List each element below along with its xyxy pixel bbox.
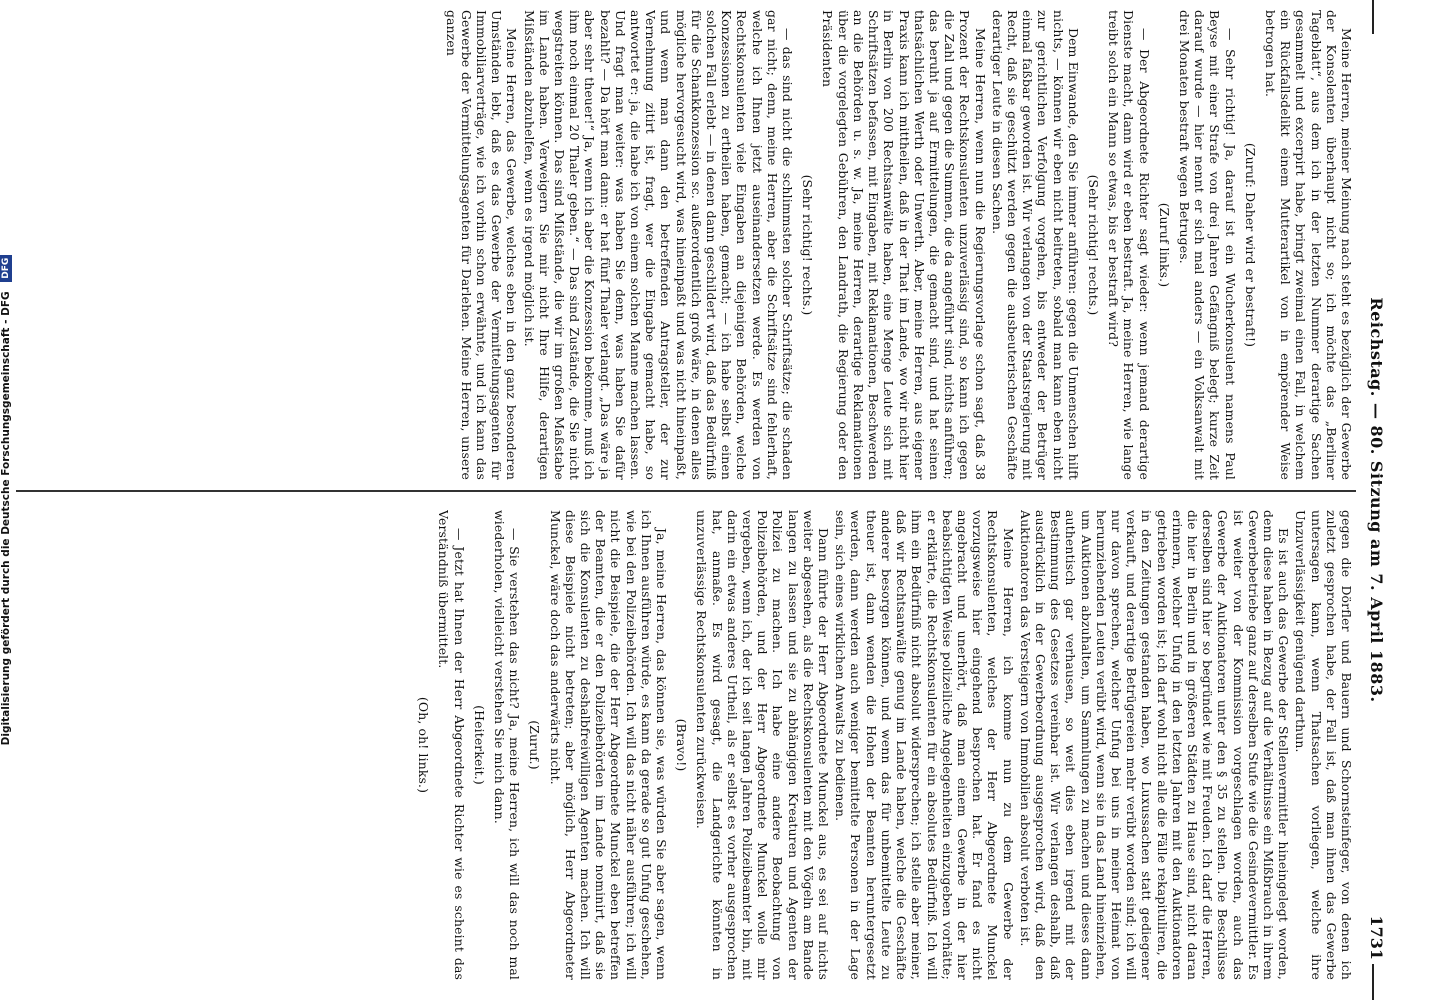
stage-direction: (Sehr richtig! rechts.) — [800, 174, 816, 316]
stage-direction: (Bravo!) — [674, 718, 690, 772]
page-title: Reichstag. — 80. Sitzung am 7. April 1883. — [1367, 297, 1386, 703]
stage-direction: (Oh, oh! links.) — [416, 696, 432, 794]
right-column — [14, 510, 1354, 980]
paragraph: — Der Abgeordnete Richter sagt wieder: wenn jemand derartige Dienste macht, dann wird er eben bestraft. Ja, meine Herren, wie lange treibt solch ein Mann so etwas, bis er bestraft wird? — [1106, 10, 1152, 480]
page-number: 1731 — [1367, 915, 1386, 960]
header-rule-right — [1372, 964, 1374, 1000]
paragraph: Meine Herren, ich komme nun zu dem Gewerbe der Rechtskonsulenten, welches der Herr Abgeordnete Munckel vorzugsweise hier eingehend besprochen hat. Er fand es nicht angebracht und unerhört, daß man einem Gewerbe in der hier beabsichtigten Weise polizeiliche Angelegenheiten einzugeben vorhätte; er erklärte, die Rechtskonsulenten für ein absolutes Bedürfniß. Ich will ihm ein Bedürfniß nicht absolut widersprechen; ich stelle aber meiner, daß wir Rechtsanwälte genug im Lande haben, welche die Geschäfte anderer besorgen können, und wenn das für unbemittelte Leute zu theuer ist, dann wenden die Hohen der Beamten heruntergesetzt werden, dann werden auch weniger bemittelte Personen in der Lage sein, sich eines wirklichen Anwalts zu bedienen. — [833, 510, 1016, 980]
stage-direction: (Zuruf.) — [527, 720, 543, 770]
paragraph: Meine Herren, meiner Meinung nach steht es bezüglich der Gewerbe der Konsolenten überhaupt nicht so; ich möchte das „Berliner Tageblatt“, aus dem ich in der letzten Nummer derartige Sachen gesammelt und excerpirt habe, bringt zweimal einen Fall, in welchem ein Rückfallsdelikt einem Mutterartikel von in empörender Weise betrogen hat. — [1262, 10, 1354, 480]
paragraph: Meine Herren, wenn nun die Regierungsvorlage schon sagt, daß 38 Prozent der Rechtskonsulenten unzuverlässig sind, so kann ich gegen die Zahl und gegen die Summen, die da angeführt sind, nichts anführen; das beruht ja auf Ermittelungen, die gemacht sind, und hat seinen thatsächlichen Werth oder Unwerth. Aber, meine Herren, aus eigener Praxis kann ich mittheilen, daß in der That im Lande, wo wir nicht hier in Berlin von 200 Rechtsanwälte haben, eine Menge Leute sich mit Schriftsätzen befassen, mit Eingaben, mit Reklamationen, Beschwerden an die Behörden u. s. w. Ja, meine Herren, derartige Reklamationen über die vorgelegten Gebühren, den Landrath, die Regierung oder den Präsidenten — [820, 10, 988, 480]
stage-direction: (Heiterkeit.) — [471, 705, 487, 785]
paragraph: Dann führte der Herr Abgeordnete Munckel aus, es sei auf nichts weiter abgesehen, als die Rechtskonsulenten mit den Vögeln am Bande langen zu lassen und sie zu abhängigen Kreaturen und Agenten der Polizei zu machen. Ich habe eine andere Beobachtung von Polizeibehörden, und der Herr Abgeordnete Munckel wolle mir vergeben, wenn ich, der ich seit langen Jahren Polizeibeamter bin, mit darin ein etwas anderes Urtheil, als er selbst es vorher ausgesprochen hat, anmaße. Es wird gesagt, die Landgerichte könnten in unzuverlässige Rechtskonsulenten zurückweisen. — [694, 510, 832, 980]
paragraph: — das sind nicht die schlimmsten solcher Schriftsätze; die schaden gar nicht; denn, meine Herren, aber die Schriftsätze sind fehlerhaft, welche ich Ihnen jetzt auseinandersetzen werde. Es werden von Rechtskonsulenten viele Eingaben an diejenigen Behörden, welche Konzessionen zu ertheilen haben, gemacht; — ich habe selbst einen solchen Fall erlebt — in denen dann geschildert wird, daß das Bedürfniß für die Schankkonzession sc. außerordentlich groß wäre, in denen alles mögliche hervorgesucht wird, was hineinpaßt und was nicht hineinpaßt, und wenn man dann den betreffenden Antragsteller, der zur Vernehmung zitirt ist, fragt, wer die Eingabe gemacht habe, so antwortet er: ja, die habe ich von einem solchen Manne machen lassen. Und fragt man weiter: was haben Sie denn, was haben Sie dafür bezahlt? — Da hört man dann: er hat fünf Thaler verlangt. „Das wäre ja aber sehr theuer!“ Ja, wenn ich aber die Konzession bekomme, muß ich ihm noch einmal 20 Thaler geben.“ — Das sind Zustände, die Sie nicht wegstreiten können. Das sind Mißstände, die wir im großen Maßstabe im Lande haben. Verweigern Sie mir nicht Ihre Hilfe, derartigen Mißständen abzuhelfen, wenn es irgend möglich ist. — [521, 10, 796, 480]
dfg-logo-icon: DFG — [0, 255, 12, 282]
paragraph: — Sie verstehen das nicht? Ja, meine Herren, ich will das noch mal wiederholen, vielleicht verstehen Sie mich dann. — [492, 510, 523, 980]
left-column — [14, 10, 1354, 480]
footer-strip — [0, 0, 16, 1000]
paragraph: Meine Herren, das Gewerbe, welches eben in den ganz besonderen Umständen lebt, daß es das Gewerbe der Vermittelungsagenten für Immobiliarverträge, wie ich vorhin schon erwähnte, und ich kann das Gewerbe der Vermittelungsagenten für Darlehen. Meine Herren, unsere ganzen — [443, 10, 520, 480]
stage-direction: (Zuruf links.) — [1156, 202, 1172, 288]
paragraph: — Sehr richtig! Ja, darauf ist ein Wucherkonsulent namens Paul Beyse mit einer Strafe von drei Jahren Gefängniß belegt; kurze Zeit darauf wurde — hier nennt er sich mal anders — ein Volksanwalt mit drei Monaten bestraft wegen Betruges. — [1176, 10, 1238, 480]
paragraph: gegen die Dörfler und Bauern und Schornsteinfeger, von denen ich zuletzt gesprochen habe, der Fall ist, daß man ihnen das Gewerbe untersagen kann, wenn Thatsachen vorliegen, welche ihre Unzuverlässigkeit genügend darthun. — [1293, 510, 1354, 980]
footer-credit — [0, 8, 16, 992]
column-divider — [16, 490, 1356, 492]
paragraph: Dem Einwande, den Sie immer anführen: gegen die Unmenschen hilft nichts, — können wir eben nicht beitreten, sobald man kann eben nicht zur gerichtlichen Verfolgung vorgehen, bis entweder der Betrüger einmal faßbar geworden ist. Wir verlangen von der Staatsregierung mit Recht, daß sie geschützt werden gegen die ausbeuterischen Geschäfte derartiger Leute in diesen Sachen. — [989, 10, 1081, 480]
stage-direction: (Sehr richtig! rechts.) — [1085, 174, 1101, 316]
stage-direction: (Zuruf: Daher wird er bestraft!) — [1242, 142, 1258, 348]
page-header — [1360, 0, 1386, 1000]
footer-text: Digitalisierung gefördert durch die Deutsche Forschungsgemeinschaft - DFG — [0, 291, 12, 746]
paragraph: Ja, meine Herren, das können sie, was würden Sie aber sagen, wenn ich Ihnen ausführen würde, es kann da gerade so gut Unfug geschehen, wie bei den Polizeibehörden. Ich will das nicht näher ausführen; ich will nicht die Beispiele, die der Herr Abgeordnete Munckel eben betreffen der Beamten, die er den Polizeibehörden im Lande nominirt, daß sie sich die Konsulenten zu deshalbfreiwilligen Agenten machen. Ich will diese Beispiele nicht betreten; aber möglich, Herr Abgeordneter Munckel, wäre doch das anderwärts nicht. — [547, 510, 670, 980]
paragraph: — Jetzt hat Ihnen der Herr Abgeordnete Richter wie es scheint das Verständniß übermittelt. — [436, 510, 467, 980]
paragraph: Es ist auch das Gewerbe der Stellenvermittler hineingelegt worden, denn diese haben in Bezug auf die Verhältnisse ein Mißbrauch in ihrem Gewerbebetriebe ganz auf derselben Stufe wie die Gesindevermittler. Es ist weiter von der Kommission vorgeschlagen worden, auch das Gewerbe der Auktionatoren unter den § 35 zu stellen. Die Beschlüsse derselben sind hier so begründet wie mit Freuden. Ich darf die Herren, die hier in Berlin und in größeren Städten zu Hause sind, nicht daran erinnern, welcher Unfug in den letzten Jahren mit den Auktionatoren getrieben worden ist; ich darf wohl nicht alle die Fälle rekapituliren, die in den Zeitungen gestanden haben, wo Luxussachen statt gediegener verkauft, und derartige Betrügereien mehr verübt worden sind; ich will nur davon sprechen, welcher Unfug bei uns in meiner Heimat von herumziehenden Leuten verübt wird, wenn sie in das Land hineinziehen, um Auktionen abzuhalten, um Sammlungen zu machen und dieses dann authentisch gar verhausen, so weit dies eben irgend mit der Bestimmung des Gesetzes vereinbar ist. Wir verlangen deshalb, daß ausdrücklich in der Gewerbeordnung ausgesprochen wird, daß den Auktionatoren das Versteigern von Immobilien absolut verboten ist. — [1017, 510, 1292, 980]
